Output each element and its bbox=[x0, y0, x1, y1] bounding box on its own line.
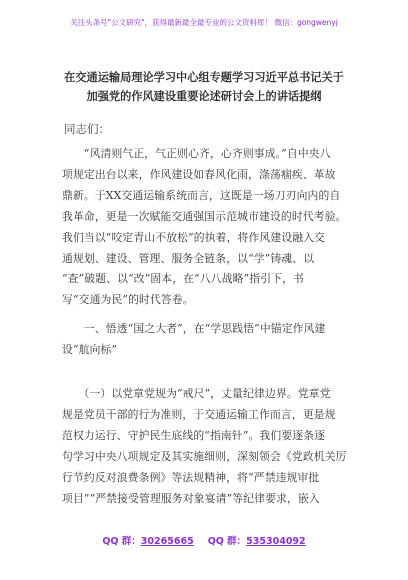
text-line: 项规定出台以来，作风建设如春风化雨，涤荡痼疾、革故 bbox=[62, 167, 336, 181]
section-heading-1 bbox=[62, 319, 354, 361]
qq-group-label: QQ 群： bbox=[102, 536, 141, 547]
document-title bbox=[50, 68, 358, 106]
text-line: “查”破题、以“改”固本，在“八八战略”指引下，书 bbox=[62, 272, 305, 286]
text-line: （一）以党章党规为“戒尺”，丈量纪律边界。党章党 bbox=[62, 387, 331, 400]
text-line: 规是党员干部的行为准则，于交通运输工作而言，更是规 bbox=[62, 407, 336, 421]
qq-group-link[interactable]: 535304092 bbox=[246, 536, 306, 547]
text-line: “风清则气正，气正则心齐，心齐则事成。”自中央八 bbox=[62, 147, 331, 160]
paragraph-intro bbox=[62, 144, 354, 311]
text-line: 我们当以“咬定青山不放松”的执着，将作风建设融入交 bbox=[62, 230, 326, 244]
text-line: 一、悟透“国之大者”，在“学思践悟”中锚定作风建 bbox=[62, 322, 326, 335]
title-line: 在交通运输局理论学习中心组专题学习习近平总书记关于 bbox=[64, 71, 344, 84]
paragraph-subsection-1 bbox=[62, 384, 354, 509]
text-line: 范权力运行、守护民生底线的“指南针”。我们要逐条逐 bbox=[62, 428, 326, 442]
text-line: 写“交通为民”的时代答卷。 bbox=[62, 293, 194, 307]
qq-group-label: QQ 群： bbox=[207, 536, 247, 547]
qq-group-link[interactable]: 30265665 bbox=[140, 536, 194, 547]
text-line: 我革命，更是一次赋能交通强国示范城市建设的时代考验。 bbox=[62, 209, 347, 223]
text-line: 句学习中央八项规定及其实施细则，深刻领会《党政机关厉 bbox=[62, 449, 347, 463]
title-line: 加强党的作风建设重要论述研讨会上的讲话提纲 bbox=[86, 90, 322, 103]
text-line: 鼎新。于XX交通运输系统而言，这既是一场刀刃向内的自 bbox=[62, 188, 341, 202]
footer-contact bbox=[0, 536, 408, 548]
text-line: 项目”“严禁接受管理服务对象宴请”等纪律要求，嵌入 bbox=[62, 491, 320, 505]
text-line: 设“航向标” bbox=[62, 342, 118, 356]
header-banner: 关注头条号"公文研究"，获得最新最全最专业的公文资料库！ 微信：gongwenyj bbox=[70, 18, 338, 27]
salutation: 同志们： bbox=[64, 122, 110, 136]
text-line: 行节约反对浪费条例》等法规精神，将“严禁违规审批 bbox=[62, 470, 320, 484]
text-line: 通规划、建设、管理、服务全链条，以“学”铸魂、以 bbox=[62, 251, 315, 265]
